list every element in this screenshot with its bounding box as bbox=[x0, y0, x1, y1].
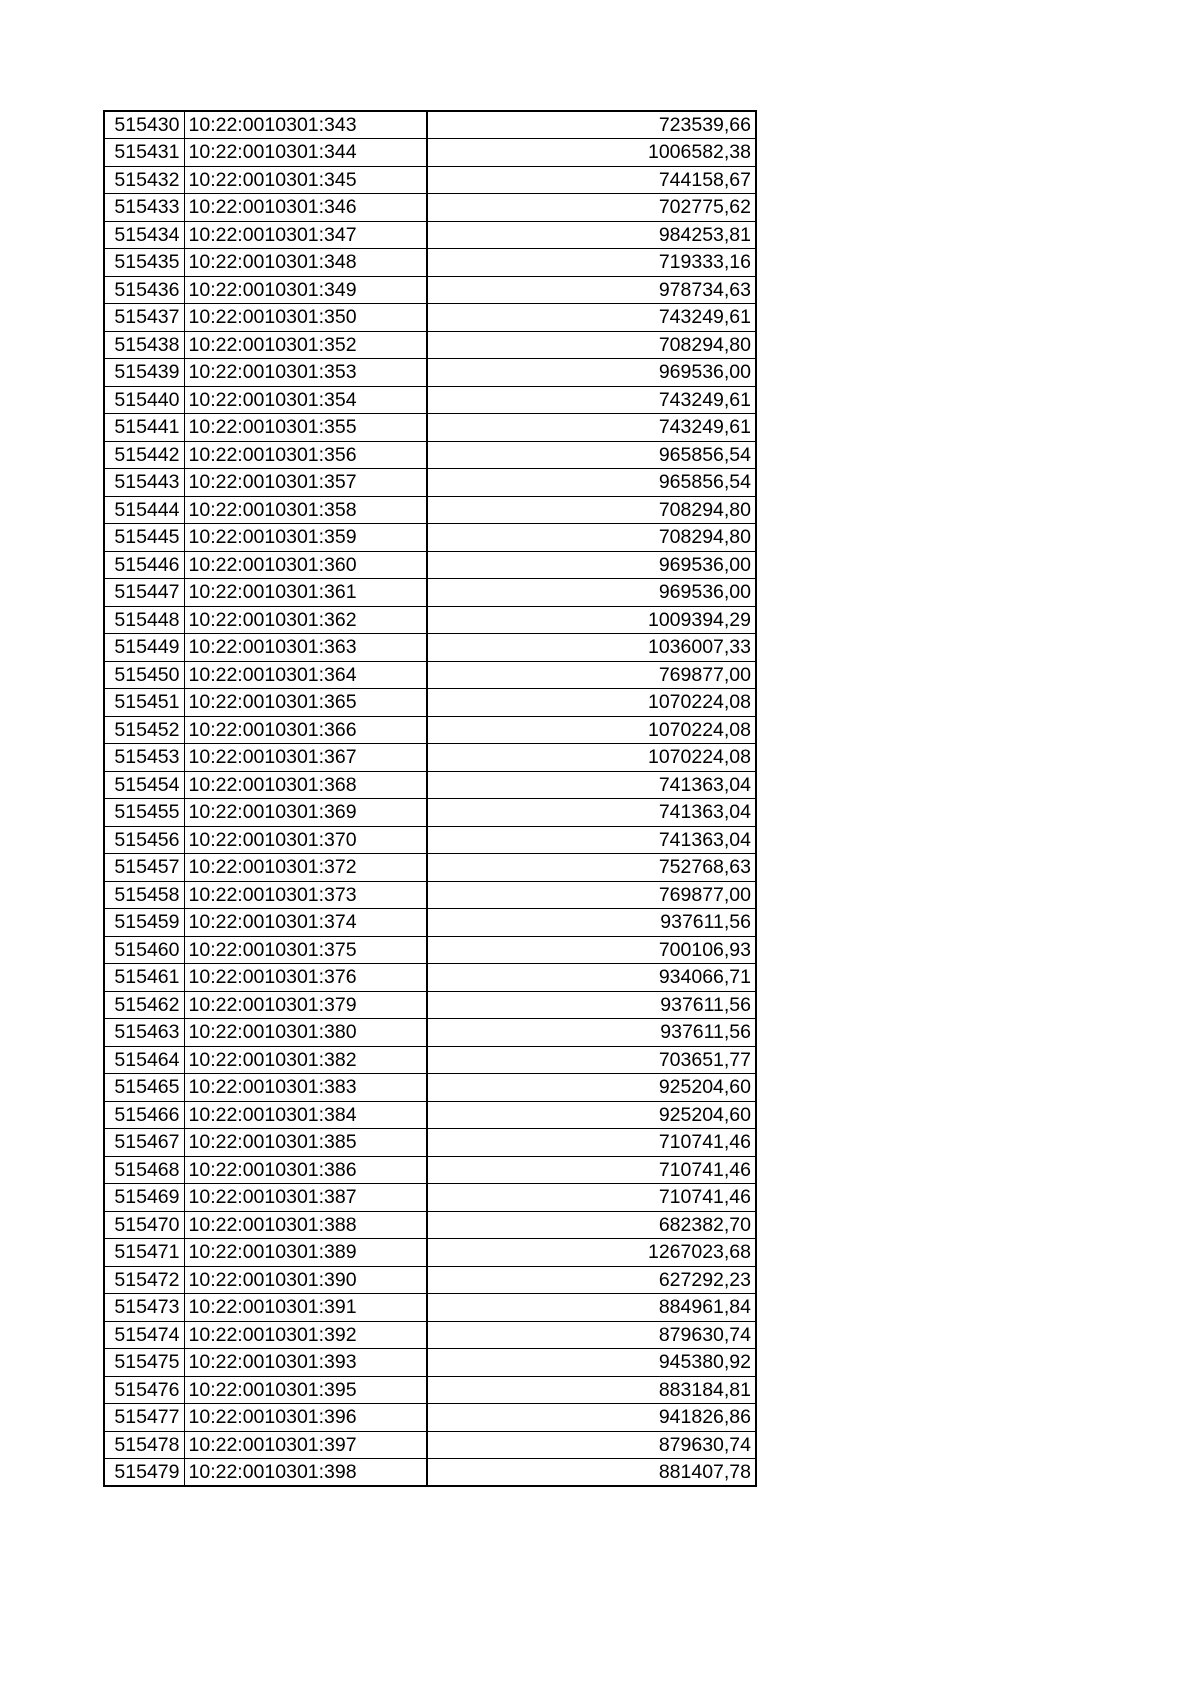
row-number-cell: 515466 bbox=[104, 1101, 184, 1129]
cadastral-number-cell: 10:22:0010301:387 bbox=[184, 1184, 427, 1212]
cadastral-value-cell: 1006582,38 bbox=[427, 139, 756, 167]
cadastral-value-cell: 743249,61 bbox=[427, 414, 756, 442]
cadastral-value-cell: 1070224,08 bbox=[427, 744, 756, 772]
row-number-cell: 515463 bbox=[104, 1019, 184, 1047]
table-row bbox=[104, 771, 756, 799]
cadastral-value-table bbox=[103, 110, 757, 1487]
row-number-cell: 515439 bbox=[104, 359, 184, 387]
cadastral-number-cell: 10:22:0010301:373 bbox=[184, 881, 427, 909]
table-row bbox=[104, 964, 756, 992]
table-row bbox=[104, 936, 756, 964]
cadastral-number-cell: 10:22:0010301:357 bbox=[184, 469, 427, 497]
row-number-cell: 515473 bbox=[104, 1294, 184, 1322]
row-number-cell: 515456 bbox=[104, 826, 184, 854]
table-row bbox=[104, 661, 756, 689]
cadastral-value-cell: 769877,00 bbox=[427, 661, 756, 689]
cadastral-number-cell: 10:22:0010301:350 bbox=[184, 304, 427, 332]
cadastral-number-cell: 10:22:0010301:396 bbox=[184, 1404, 427, 1432]
cadastral-value-cell: 719333,16 bbox=[427, 249, 756, 277]
table-row bbox=[104, 799, 756, 827]
table-row bbox=[104, 1431, 756, 1459]
row-number-cell: 515462 bbox=[104, 991, 184, 1019]
cadastral-value-cell: 925204,60 bbox=[427, 1074, 756, 1102]
row-number-cell: 515451 bbox=[104, 689, 184, 717]
table-row bbox=[104, 579, 756, 607]
table-row bbox=[104, 166, 756, 194]
cadastral-value-cell: 1036007,33 bbox=[427, 634, 756, 662]
table-row bbox=[104, 496, 756, 524]
table-row bbox=[104, 909, 756, 937]
cadastral-number-cell: 10:22:0010301:369 bbox=[184, 799, 427, 827]
cadastral-number-cell: 10:22:0010301:376 bbox=[184, 964, 427, 992]
row-number-cell: 515476 bbox=[104, 1376, 184, 1404]
cadastral-value-cell: 879630,74 bbox=[427, 1321, 756, 1349]
cadastral-number-cell: 10:22:0010301:397 bbox=[184, 1431, 427, 1459]
cadastral-value-cell: 1070224,08 bbox=[427, 716, 756, 744]
row-number-cell: 515433 bbox=[104, 194, 184, 222]
row-number-cell: 515443 bbox=[104, 469, 184, 497]
cadastral-value-cell: 937611,56 bbox=[427, 1019, 756, 1047]
row-number-cell: 515472 bbox=[104, 1266, 184, 1294]
row-number-cell: 515457 bbox=[104, 854, 184, 882]
cadastral-value-cell: 743249,61 bbox=[427, 386, 756, 414]
cadastral-number-cell: 10:22:0010301:372 bbox=[184, 854, 427, 882]
cadastral-number-cell: 10:22:0010301:392 bbox=[184, 1321, 427, 1349]
cadastral-number-cell: 10:22:0010301:382 bbox=[184, 1046, 427, 1074]
table-row bbox=[104, 194, 756, 222]
row-number-cell: 515442 bbox=[104, 441, 184, 469]
cadastral-value-cell: 723539,66 bbox=[427, 111, 756, 139]
cadastral-number-cell: 10:22:0010301:375 bbox=[184, 936, 427, 964]
cadastral-value-cell: 682382,70 bbox=[427, 1211, 756, 1239]
cadastral-value-cell: 925204,60 bbox=[427, 1101, 756, 1129]
cadastral-value-cell: 710741,46 bbox=[427, 1129, 756, 1157]
table-row bbox=[104, 441, 756, 469]
cadastral-number-cell: 10:22:0010301:390 bbox=[184, 1266, 427, 1294]
cadastral-number-cell: 10:22:0010301:380 bbox=[184, 1019, 427, 1047]
cadastral-value-cell: 741363,04 bbox=[427, 799, 756, 827]
row-number-cell: 515468 bbox=[104, 1156, 184, 1184]
table-row bbox=[104, 1156, 756, 1184]
cadastral-number-cell: 10:22:0010301:367 bbox=[184, 744, 427, 772]
cadastral-number-cell: 10:22:0010301:345 bbox=[184, 166, 427, 194]
table-row bbox=[104, 221, 756, 249]
table-row bbox=[104, 1459, 756, 1487]
table-row bbox=[104, 1294, 756, 1322]
table-row bbox=[104, 1266, 756, 1294]
cadastral-number-cell: 10:22:0010301:386 bbox=[184, 1156, 427, 1184]
cadastral-number-cell: 10:22:0010301:395 bbox=[184, 1376, 427, 1404]
cadastral-value-cell: 752768,63 bbox=[427, 854, 756, 882]
cadastral-number-cell: 10:22:0010301:368 bbox=[184, 771, 427, 799]
table-row bbox=[104, 304, 756, 332]
table-row bbox=[104, 414, 756, 442]
cadastral-number-cell: 10:22:0010301:393 bbox=[184, 1349, 427, 1377]
cadastral-value-cell: 984253,81 bbox=[427, 221, 756, 249]
row-number-cell: 515477 bbox=[104, 1404, 184, 1432]
row-number-cell: 515479 bbox=[104, 1459, 184, 1487]
table-row bbox=[104, 854, 756, 882]
table-row bbox=[104, 634, 756, 662]
table-row bbox=[104, 826, 756, 854]
row-number-cell: 515460 bbox=[104, 936, 184, 964]
cadastral-value-cell: 702775,62 bbox=[427, 194, 756, 222]
table-row bbox=[104, 276, 756, 304]
cadastral-value-cell: 879630,74 bbox=[427, 1431, 756, 1459]
cadastral-value-cell: 1070224,08 bbox=[427, 689, 756, 717]
row-number-cell: 515431 bbox=[104, 139, 184, 167]
table-row bbox=[104, 111, 756, 139]
row-number-cell: 515474 bbox=[104, 1321, 184, 1349]
row-number-cell: 515447 bbox=[104, 579, 184, 607]
cadastral-number-cell: 10:22:0010301:344 bbox=[184, 139, 427, 167]
cadastral-value-cell: 708294,80 bbox=[427, 524, 756, 552]
table-row bbox=[104, 1129, 756, 1157]
table-row bbox=[104, 1101, 756, 1129]
table-row bbox=[104, 524, 756, 552]
cadastral-value-cell: 969536,00 bbox=[427, 579, 756, 607]
cadastral-number-cell: 10:22:0010301:363 bbox=[184, 634, 427, 662]
cadastral-number-cell: 10:22:0010301:365 bbox=[184, 689, 427, 717]
cadastral-value-cell: 965856,54 bbox=[427, 441, 756, 469]
cadastral-value-cell: 743249,61 bbox=[427, 304, 756, 332]
cadastral-value-cell: 969536,00 bbox=[427, 551, 756, 579]
table-row bbox=[104, 1046, 756, 1074]
row-number-cell: 515464 bbox=[104, 1046, 184, 1074]
row-number-cell: 515446 bbox=[104, 551, 184, 579]
row-number-cell: 515452 bbox=[104, 716, 184, 744]
cadastral-value-cell: 1267023,68 bbox=[427, 1239, 756, 1267]
cadastral-number-cell: 10:22:0010301:364 bbox=[184, 661, 427, 689]
cadastral-value-cell: 1009394,29 bbox=[427, 606, 756, 634]
table-row bbox=[104, 469, 756, 497]
row-number-cell: 515441 bbox=[104, 414, 184, 442]
table-row bbox=[104, 551, 756, 579]
table-row bbox=[104, 1349, 756, 1377]
table-row bbox=[104, 1321, 756, 1349]
cadastral-number-cell: 10:22:0010301:379 bbox=[184, 991, 427, 1019]
cadastral-number-cell: 10:22:0010301:389 bbox=[184, 1239, 427, 1267]
table-row bbox=[104, 689, 756, 717]
row-number-cell: 515475 bbox=[104, 1349, 184, 1377]
cadastral-number-cell: 10:22:0010301:353 bbox=[184, 359, 427, 387]
table-row bbox=[104, 249, 756, 277]
cadastral-value-cell: 945380,92 bbox=[427, 1349, 756, 1377]
cadastral-number-cell: 10:22:0010301:385 bbox=[184, 1129, 427, 1157]
cadastral-value-cell: 703651,77 bbox=[427, 1046, 756, 1074]
cadastral-value-cell: 700106,93 bbox=[427, 936, 756, 964]
cadastral-number-cell: 10:22:0010301:347 bbox=[184, 221, 427, 249]
table-row bbox=[104, 991, 756, 1019]
cadastral-number-cell: 10:22:0010301:343 bbox=[184, 111, 427, 139]
cadastral-value-cell: 881407,78 bbox=[427, 1459, 756, 1487]
cadastral-number-cell: 10:22:0010301:349 bbox=[184, 276, 427, 304]
row-number-cell: 515437 bbox=[104, 304, 184, 332]
cadastral-value-cell: 710741,46 bbox=[427, 1184, 756, 1212]
row-number-cell: 515435 bbox=[104, 249, 184, 277]
table-row bbox=[104, 1184, 756, 1212]
cadastral-number-cell: 10:22:0010301:362 bbox=[184, 606, 427, 634]
cadastral-value-cell: 769877,00 bbox=[427, 881, 756, 909]
document-page bbox=[103, 110, 757, 1487]
row-number-cell: 515454 bbox=[104, 771, 184, 799]
row-number-cell: 515450 bbox=[104, 661, 184, 689]
table-row bbox=[104, 1074, 756, 1102]
row-number-cell: 515461 bbox=[104, 964, 184, 992]
row-number-cell: 515469 bbox=[104, 1184, 184, 1212]
row-number-cell: 515438 bbox=[104, 331, 184, 359]
cadastral-value-cell: 969536,00 bbox=[427, 359, 756, 387]
row-number-cell: 515458 bbox=[104, 881, 184, 909]
table-row bbox=[104, 139, 756, 167]
table-row bbox=[104, 386, 756, 414]
table-body bbox=[104, 111, 756, 1486]
row-number-cell: 515448 bbox=[104, 606, 184, 634]
cadastral-number-cell: 10:22:0010301:384 bbox=[184, 1101, 427, 1129]
row-number-cell: 515459 bbox=[104, 909, 184, 937]
cadastral-number-cell: 10:22:0010301:370 bbox=[184, 826, 427, 854]
cadastral-number-cell: 10:22:0010301:366 bbox=[184, 716, 427, 744]
row-number-cell: 515444 bbox=[104, 496, 184, 524]
row-number-cell: 515436 bbox=[104, 276, 184, 304]
cadastral-number-cell: 10:22:0010301:398 bbox=[184, 1459, 427, 1487]
cadastral-number-cell: 10:22:0010301:391 bbox=[184, 1294, 427, 1322]
row-number-cell: 515467 bbox=[104, 1129, 184, 1157]
table-row bbox=[104, 1404, 756, 1432]
table-row bbox=[104, 716, 756, 744]
cadastral-value-cell: 883184,81 bbox=[427, 1376, 756, 1404]
cadastral-number-cell: 10:22:0010301:352 bbox=[184, 331, 427, 359]
cadastral-value-cell: 741363,04 bbox=[427, 771, 756, 799]
cadastral-value-cell: 937611,56 bbox=[427, 909, 756, 937]
cadastral-number-cell: 10:22:0010301:356 bbox=[184, 441, 427, 469]
row-number-cell: 515430 bbox=[104, 111, 184, 139]
row-number-cell: 515471 bbox=[104, 1239, 184, 1267]
cadastral-value-cell: 978734,63 bbox=[427, 276, 756, 304]
row-number-cell: 515449 bbox=[104, 634, 184, 662]
table-row bbox=[104, 1376, 756, 1404]
cadastral-value-cell: 741363,04 bbox=[427, 826, 756, 854]
cadastral-value-cell: 708294,80 bbox=[427, 331, 756, 359]
row-number-cell: 515445 bbox=[104, 524, 184, 552]
cadastral-value-cell: 934066,71 bbox=[427, 964, 756, 992]
cadastral-number-cell: 10:22:0010301:355 bbox=[184, 414, 427, 442]
row-number-cell: 515465 bbox=[104, 1074, 184, 1102]
table-row bbox=[104, 1019, 756, 1047]
cadastral-number-cell: 10:22:0010301:348 bbox=[184, 249, 427, 277]
table-row bbox=[104, 881, 756, 909]
cadastral-number-cell: 10:22:0010301:360 bbox=[184, 551, 427, 579]
table-row bbox=[104, 331, 756, 359]
cadastral-value-cell: 710741,46 bbox=[427, 1156, 756, 1184]
row-number-cell: 515440 bbox=[104, 386, 184, 414]
cadastral-value-cell: 965856,54 bbox=[427, 469, 756, 497]
table-row bbox=[104, 606, 756, 634]
cadastral-value-cell: 627292,23 bbox=[427, 1266, 756, 1294]
cadastral-number-cell: 10:22:0010301:361 bbox=[184, 579, 427, 607]
cadastral-number-cell: 10:22:0010301:358 bbox=[184, 496, 427, 524]
row-number-cell: 515432 bbox=[104, 166, 184, 194]
cadastral-number-cell: 10:22:0010301:383 bbox=[184, 1074, 427, 1102]
cadastral-value-cell: 708294,80 bbox=[427, 496, 756, 524]
cadastral-value-cell: 941826,86 bbox=[427, 1404, 756, 1432]
row-number-cell: 515478 bbox=[104, 1431, 184, 1459]
cadastral-number-cell: 10:22:0010301:346 bbox=[184, 194, 427, 222]
table-row bbox=[104, 1211, 756, 1239]
cadastral-value-cell: 884961,84 bbox=[427, 1294, 756, 1322]
row-number-cell: 515434 bbox=[104, 221, 184, 249]
table-row bbox=[104, 1239, 756, 1267]
row-number-cell: 515470 bbox=[104, 1211, 184, 1239]
cadastral-value-cell: 937611,56 bbox=[427, 991, 756, 1019]
cadastral-number-cell: 10:22:0010301:359 bbox=[184, 524, 427, 552]
cadastral-number-cell: 10:22:0010301:374 bbox=[184, 909, 427, 937]
table-row bbox=[104, 359, 756, 387]
cadastral-number-cell: 10:22:0010301:388 bbox=[184, 1211, 427, 1239]
row-number-cell: 515455 bbox=[104, 799, 184, 827]
cadastral-number-cell: 10:22:0010301:354 bbox=[184, 386, 427, 414]
row-number-cell: 515453 bbox=[104, 744, 184, 772]
table-row bbox=[104, 744, 756, 772]
cadastral-value-cell: 744158,67 bbox=[427, 166, 756, 194]
